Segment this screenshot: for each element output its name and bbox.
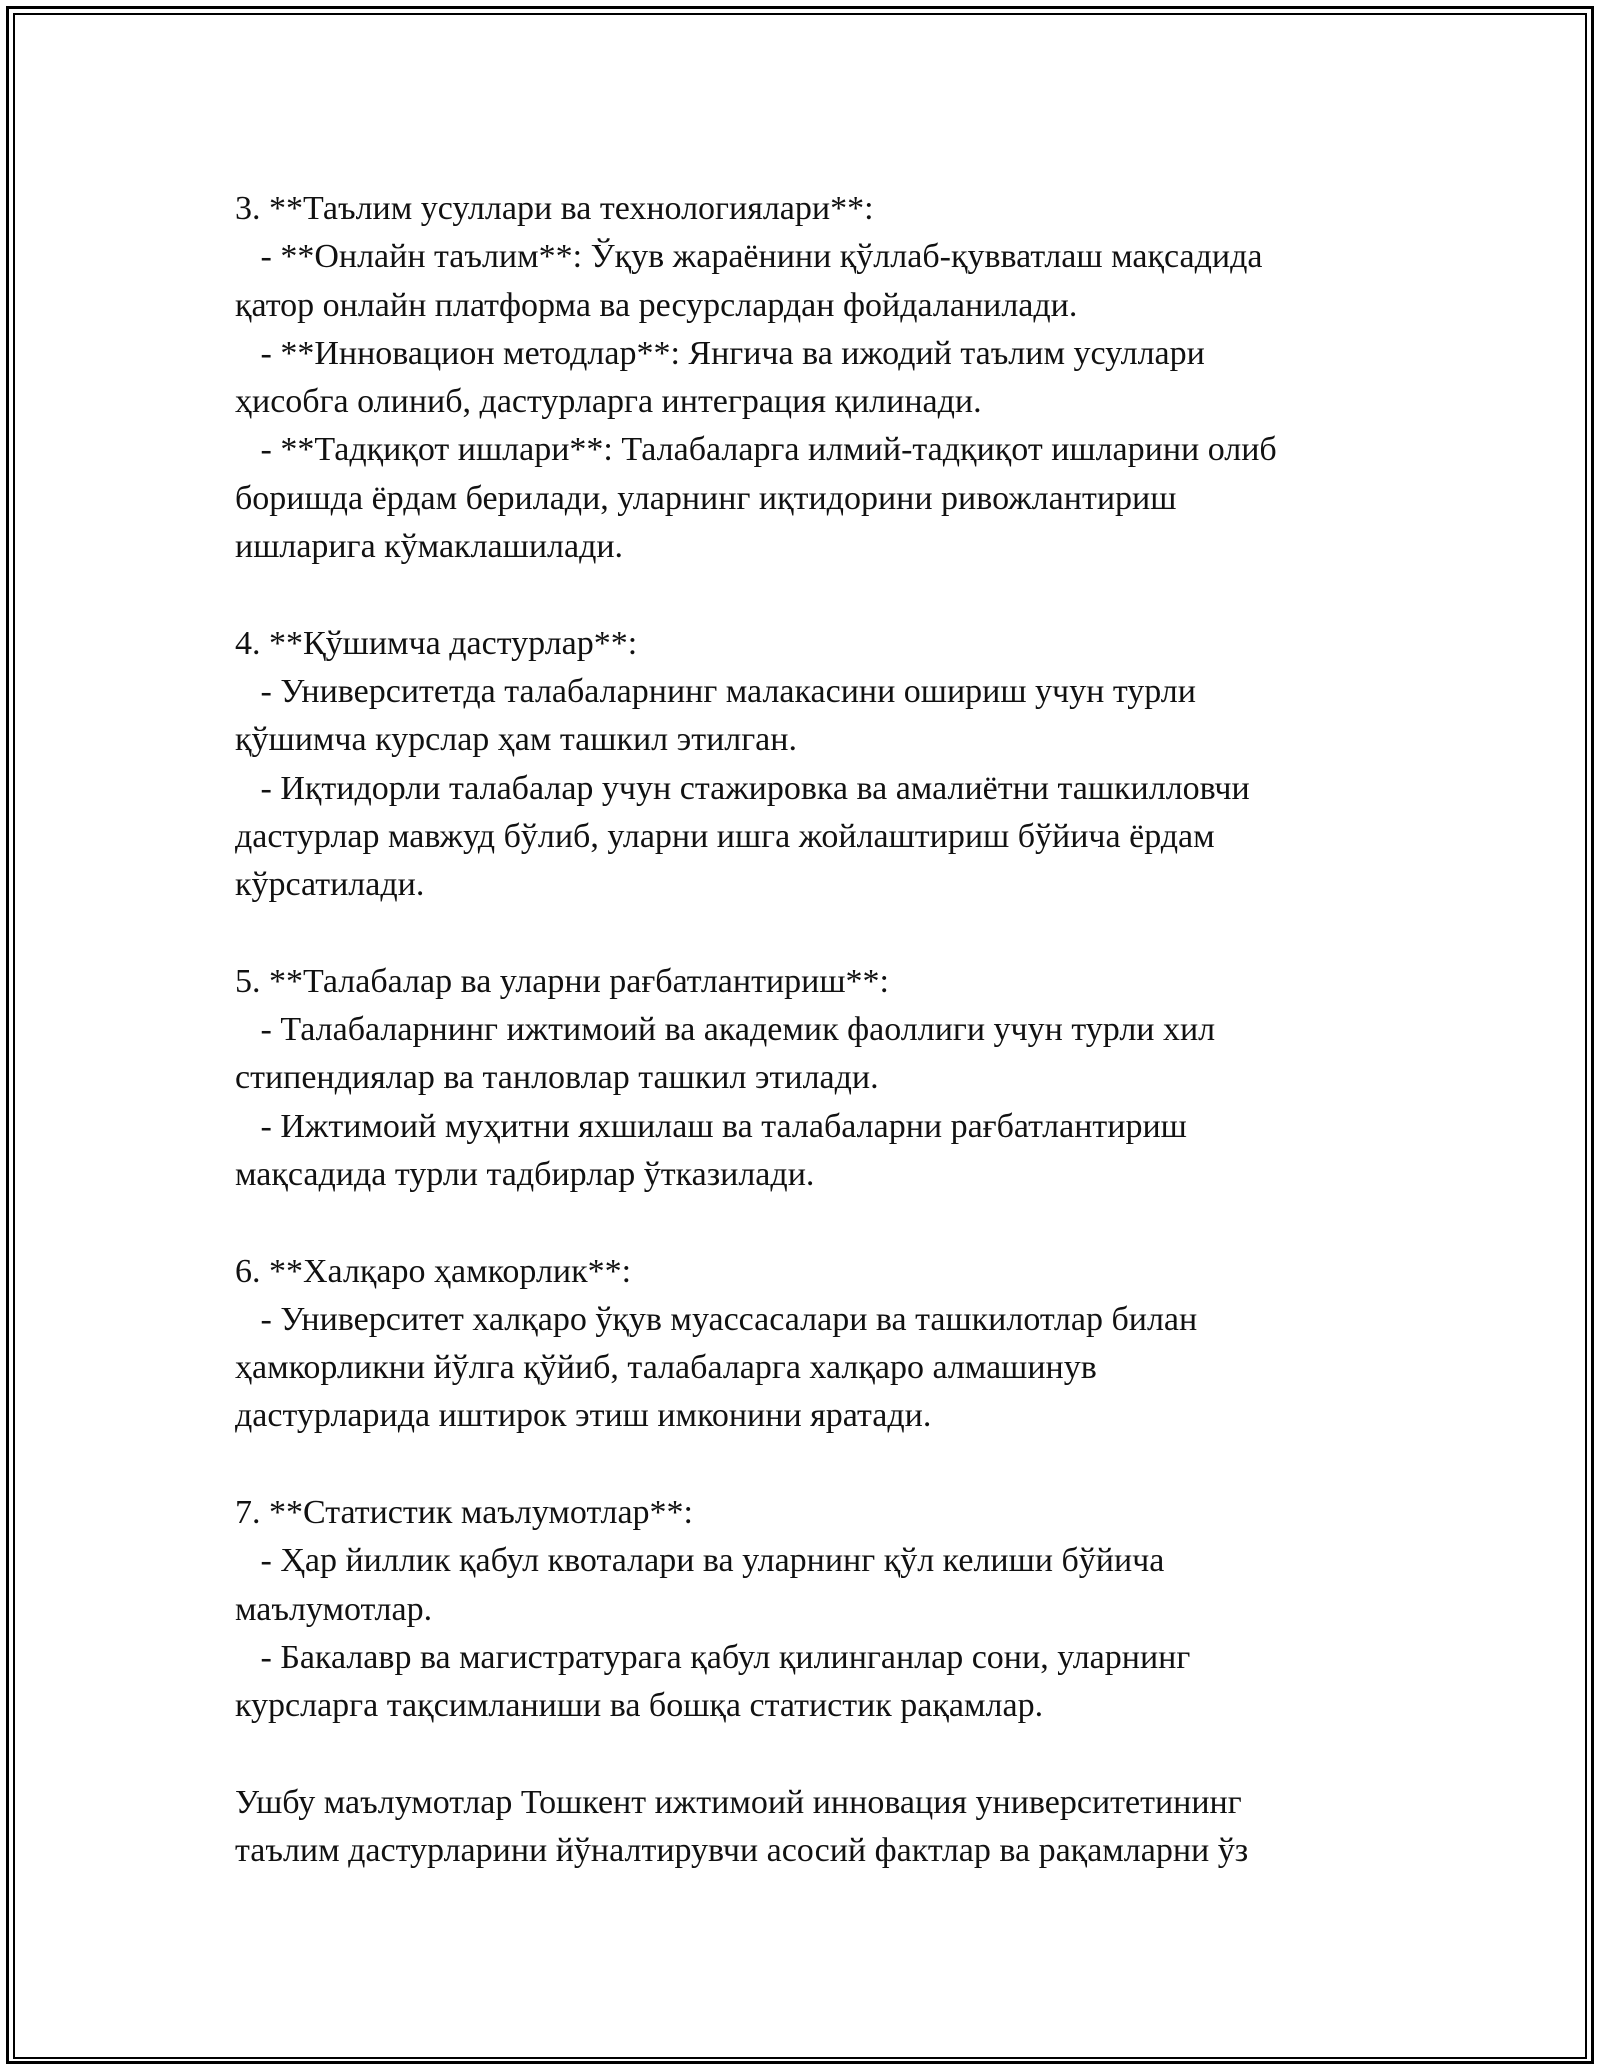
section-students-incentives — [235, 958, 1415, 1199]
paragraph-line: - Иқтидорли талабалар учун стажировка ва амалиётни ташкилловчи — [235, 769, 1250, 807]
paragraph-line: маълумотлар. — [235, 1590, 433, 1628]
paragraph-line: - Талабаларнинг ижтимоий ва академик фаоллиги учун турли хил — [235, 1011, 1216, 1049]
section-heading: 7. **Статистик маълумотлар**: — [235, 1494, 693, 1532]
paragraph-line: ҳамкорликни йўлга қўйиб, талабаларга халқаро алмашинув — [235, 1349, 1097, 1387]
document-body — [235, 185, 1415, 1924]
paragraph-line: боришда ёрдам берилади, уларнинг иқтидорини ривожлантириш — [235, 479, 1177, 517]
paragraph-line: - **Онлайн таълим**: Ўқув жараёнини қўллаб-қувватлаш мақсадида — [235, 238, 1263, 276]
paragraph-line: курсларга тақсимланиши ва бошқа статистик рақамлар. — [235, 1687, 1044, 1725]
section-heading: 6. **Халқаро ҳамкорлик**: — [235, 1252, 632, 1290]
section-teaching-methods — [235, 185, 1415, 571]
paragraph-line: ҳисобга олиниб, дастурларга интеграция қилинади. — [235, 383, 982, 421]
paragraph-line: - Ҳар йиллик қабул квоталари ва уларнинг қўл келиши бўйича — [235, 1542, 1165, 1580]
paragraph-line: дастурлар мавжуд бўлиб, уларни ишга жойлаштириш бўйича ёрдам — [235, 817, 1215, 855]
section-international-cooperation — [235, 1248, 1415, 1441]
section-conclusion — [235, 1779, 1415, 1876]
section-statistics — [235, 1489, 1415, 1730]
paragraph-line: - Бакалавр ва магистратурага қабул қилинганлар сони, уларнинг — [235, 1638, 1191, 1676]
section-heading: 4. **Қўшимча дастурлар**: — [235, 624, 638, 662]
paragraph-line: ишларига кўмаклашилади. — [235, 528, 624, 566]
paragraph-line: мақсадида турли тадбирлар ўтказилади. — [235, 1155, 815, 1193]
section-additional-programs — [235, 620, 1415, 910]
paragraph-line: - **Инновацион методлар**: Янгича ва ижодий таълим усуллари — [235, 334, 1205, 372]
section-heading: 3. **Таълим усуллари ва технологиялари**: — [235, 190, 874, 227]
section-heading: 5. **Талабалар ва уларни рағбатлантириш**: — [235, 962, 889, 1000]
paragraph-line: қатор онлайн платформа ва ресурслардан фойдаланилади. — [235, 286, 1078, 324]
paragraph-line: - Университет халқаро ўқув муассасалари ва ташкилотлар билан — [235, 1300, 1198, 1338]
paragraph-line: - Ижтимоий муҳитни яхшилаш ва талабаларни рағбатлантириш — [235, 1107, 1187, 1145]
paragraph-line: дастурларида иштирок этиш имконини яратади. — [235, 1397, 932, 1435]
paragraph-line: - **Тадқиқот ишлари**: Талабаларга илмий-тадқиқот ишларини олиб — [235, 431, 1277, 469]
paragraph-line: кўрсатилади. — [235, 866, 425, 904]
paragraph-line: таълим дастурларини йўналтирувчи асосий фактлар ва рақамларни ўз — [235, 1832, 1249, 1870]
paragraph-line: - Университетда талабаларнинг малакасини ошириш учун турли — [235, 672, 1196, 710]
paragraph-line: Ушбу маълумотлар Тошкент ижтимоий инновация университетининг — [235, 1783, 1242, 1821]
paragraph-line: қўшимча курслар ҳам ташкил этилган. — [235, 721, 797, 759]
paragraph-line: стипендиялар ва танловлар ташкил этилади. — [235, 1059, 879, 1097]
